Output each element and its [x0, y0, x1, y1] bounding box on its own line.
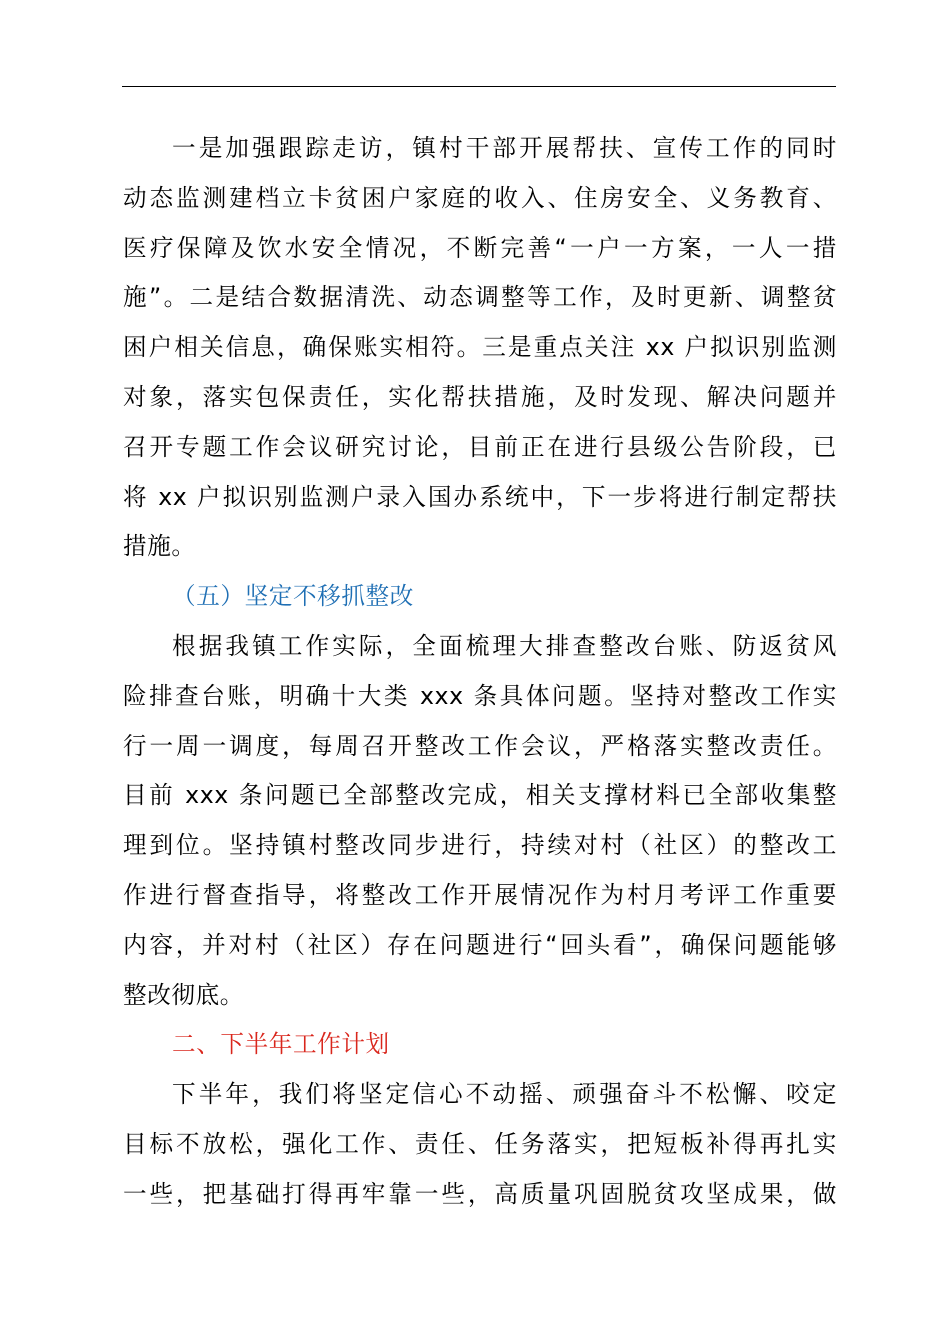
heading-text: 二、下半年工作计划 — [172, 1030, 390, 1059]
text-line: 召开专题工作会议研究讨论，目前正在进行县级公告阶段，已 — [123, 432, 837, 461]
paragraph-plan — [123, 1070, 837, 1219]
text-line: 理到位。坚持镇村整改同步进行，持续对村（社区）的整改工 — [123, 831, 837, 860]
text-line: 目前 xxx 条问题已全部整改完成，相关支撑材料已全部收集整 — [123, 781, 837, 810]
section-heading-rectification — [123, 572, 837, 622]
text-line: 根据我镇工作实际，全面梳理大排查整改台账、防返贫风 — [172, 631, 837, 660]
text-line: 一是加强跟踪走访，镇村干部开展帮扶、宣传工作的同时 — [172, 134, 837, 162]
text-line: 下半年，我们将坚定信心不动摇、顽强奋斗不松懈、咬定 — [172, 1080, 837, 1109]
document-body — [123, 124, 837, 1220]
paragraph-monitoring — [123, 124, 837, 572]
section-heading-plan — [123, 1020, 837, 1070]
text-line: 险排查台账，明确十大类 xxx 条具体问题。坚持对整改工作实 — [123, 681, 837, 710]
heading-text: （五）坚定不移抓整改 — [172, 582, 414, 611]
text-line: 动态监测建档立卡贫困户家庭的收入、住房安全、义务教育、 — [123, 183, 837, 212]
text-line: 施”。二是结合数据清洗、动态调整等工作，及时更新、调整贫 — [123, 283, 837, 312]
text-line: 困户相关信息，确保账实相符。三是重点关注 xx 户拟识别监测 — [123, 333, 837, 362]
text-line: 整改彻底。 — [123, 980, 244, 1009]
text-line: 对象，落实包保责任，实化帮扶措施，及时发现、解决问题并 — [123, 382, 837, 411]
text-line: 将 xx 户拟识别监测户录入国办系统中，下一步将进行制定帮扶 — [123, 482, 837, 511]
text-line: 作进行督查指导，将整改工作开展情况作为村月考评工作重要 — [123, 880, 837, 909]
text-line: 内容，并对村（社区）存在问题进行“回头看”，确保问题能够 — [123, 930, 837, 959]
text-line: 行一周一调度，每周召开整改工作会议，严格落实整改责任。 — [123, 731, 837, 760]
text-line: 一些，把基础打得再牢靠一些，高质量巩固脱贫攻坚成果，做 — [123, 1179, 837, 1208]
paragraph-rectification — [123, 622, 837, 1020]
header-rule — [122, 86, 836, 87]
text-line: 目标不放松，强化工作、责任、任务落实，把短板补得再扎实 — [123, 1129, 837, 1158]
text-line: 措施。 — [123, 532, 196, 561]
text-line: 医疗保障及饮水安全情况，不断完善“一户一方案，一人一措 — [123, 233, 837, 262]
